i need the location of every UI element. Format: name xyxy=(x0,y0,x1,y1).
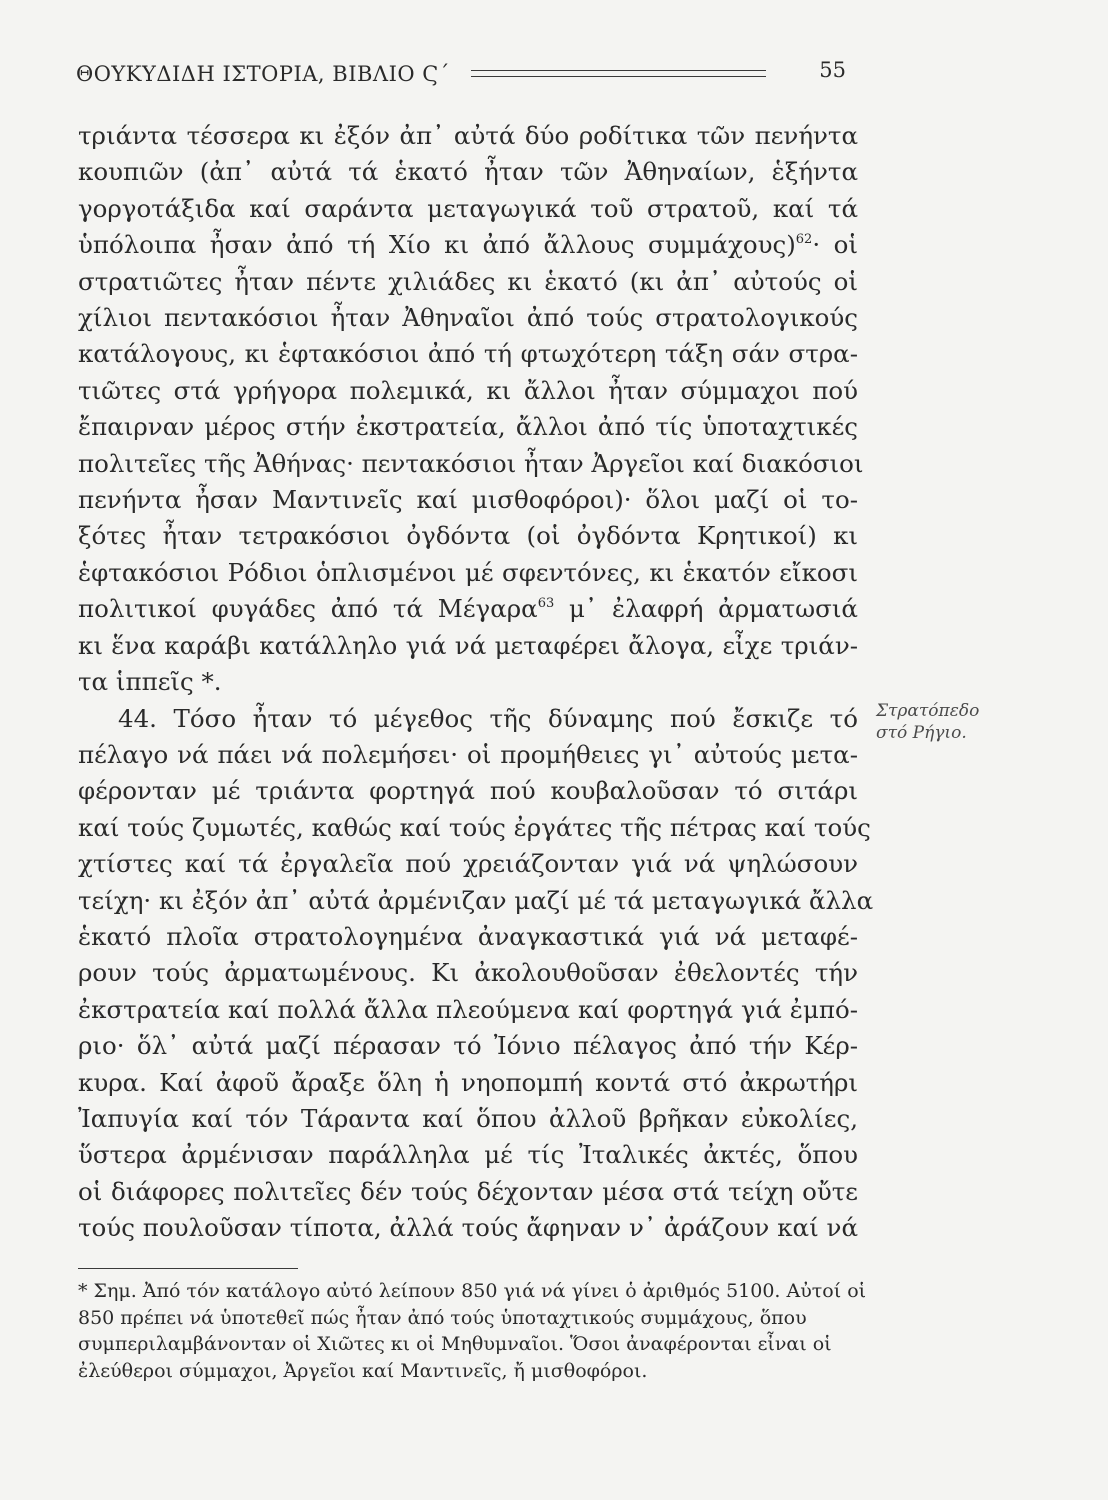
text-line: ξότες ἦταν τετρακόσιοι ὀγδόντα (οἱ ὀγδόντα Κρητικοί) κι xyxy=(78,521,858,551)
text-line: ἔπαιρναν μέρος στήν ἐκστρατεία, ἄλλοι ἀπό τίς ὑποταχτικές xyxy=(78,412,858,442)
page-header xyxy=(76,58,846,92)
text-segment: ὑπόλοιπα ἦσαν ἀπό τή Χίο κι ἀπό ἄλλους συμμάχους) xyxy=(78,230,796,260)
text-line: στρατιῶτες ἦταν πέντε χιλιάδες κι ἑκατό (κι ἀπ᾽ αὐτούς οἱ xyxy=(78,266,858,296)
text-line: γοργοτάξιδα καί σαράντα μεταγωγικά τοῦ στρατοῦ, καί τά xyxy=(78,193,858,223)
margin-note xyxy=(876,700,1036,744)
text-line: οἱ διάφορες πολιτεῖες δέν τούς δέχονταν μέσα στά τείχη οὔτε xyxy=(78,1176,858,1206)
text-line: ριο· ὅλ᾽ αὐτά μαζί πέρασαν τό Ἰόνιο πέλαγος ἀπό τήν Κέρ- xyxy=(78,1031,858,1061)
text-line: ἑφτακόσιοι Ρόδιοι ὁπλισμένοι μέ σφεντόνες, κι ἑκατόν εἴκοσι xyxy=(78,557,858,587)
text-line: κυρα. Καί ἀφοῦ ἄραξε ὅλη ἡ νηοπομπή κοντά στό ἀκρωτήρι xyxy=(78,1067,858,1097)
text-line: κουπιῶν (ἀπ᾽ αὐτά τά ἑκατό ἦταν τῶν Ἀθηναίων, ἑξήντα xyxy=(78,157,858,187)
text-line: τείχη· κι ἐξόν ἀπ᾽ αὐτά ἀρμένιζαν μαζί μέ τά μεταγωγικά ἄλλα xyxy=(78,885,874,915)
margin-note-line: Στρατόπεδο xyxy=(876,701,980,721)
main-text xyxy=(78,118,874,1247)
text-line: φέρονταν μέ τριάντα φορτηγά πού κουβαλοῦσαν τό σιτάρι xyxy=(78,776,858,806)
footnote: * Σημ. Ἀπό τόν κατάλογο αὐτό λείπουν 850 γιά νά γίνει ὁ ἀριθμός 5100. Αὐτοί οἱ 850 πρέπει νά ὑποτεθεῖ πώς ἦταν ἀπό τούς ὑποταχτικούς συμμάχους, ὅπου συμπεριλαμβάνονταν οἱ Χιῶτες κι οἱ Μηθυμναῖοι. Ὅσοι ἀναφέρονται εἶναι οἱ ἐλεύθεροι σύμμαχοι, Ἀργεῖοι καί Μαντινεῖς, ἤ μισθοφόροι. xyxy=(78,1280,867,1382)
running-title: ΘΟΥΚΥΔΙΔΗ ΙΣΤΟΡΙΑ, ΒΙΒΛΙΟ Ϛ΄ xyxy=(76,62,450,86)
text-line: πέλαγο νά πάει νά πολεμήσει· οἱ προμήθειες γι᾽ αὐτούς μετα- xyxy=(78,739,858,769)
text-line: χίλιοι πεντακόσιοι ἦταν Ἀθηναῖοι ἀπό τούς στρατολογικούς xyxy=(78,303,858,333)
footnote-ref-62: 62 xyxy=(795,232,813,248)
text-line: ρουν τούς ἀρματωμένους. Κι ἀκολουθοῦσαν ἐθελοντές τήν xyxy=(78,958,858,988)
text-line: χτίστες καί τά ἐργαλεῖα πού χρειάζονταν γιά νά ψηλώσουν xyxy=(78,849,858,879)
page-number: 55 xyxy=(819,58,846,82)
text-line: πολιτεῖες τῆς Ἀθήνας· πεντακόσιοι ἦταν Ἀργεῖοι καί διακόσιοι xyxy=(78,448,864,478)
text-segment: πολιτικοί φυγάδες ἀπό τά Μέγαρα xyxy=(78,594,538,624)
text-line: ἐκστρατεία καί πολλά ἄλλα πλεούμενα καί φορτηγά γιά ἐμπό- xyxy=(78,994,858,1024)
text-segment: · οἱ xyxy=(812,230,858,260)
text-line: ἑκατό πλοῖα στρατολογημένα ἀναγκαστικά γιά νά μεταφέ- xyxy=(78,921,858,951)
text-line xyxy=(78,591,858,627)
text-segment: μ᾽ ἐλαφρή ἀρματωσιά xyxy=(554,594,858,624)
text-line: ὕστερα ἀρμένισαν παράλληλα μέ τίς Ἰταλικές ἀκτές, ὅπου xyxy=(78,1140,858,1170)
text-line: πενήντα ἦσαν Μαντινεῖς καί μισθοφόροι)· ὅλοι μαζί οἱ το- xyxy=(78,485,858,515)
text-line: κι ἕνα καράβι κατάλληλο γιά νά μεταφέρει ἄλογα, εἶχε τριάν- xyxy=(78,630,858,660)
text-line: καί τούς ζυμωτές, καθώς καί τούς ἐργάτες τῆς πέτρας καί τούς xyxy=(78,812,871,842)
paragraph-44-start: 44. Τόσο ἦταν τό μέγεθος τῆς δύναμης πού ἔσκιζε τό xyxy=(118,703,858,733)
footnote-ref-63: 63 xyxy=(537,596,555,612)
header-double-rule xyxy=(471,70,766,77)
text-line: κατάλογους, κι ἑφτακόσιοι ἀπό τή φτωχότερη τάξη σάν στρα- xyxy=(78,339,858,369)
text-line xyxy=(78,227,858,263)
text-line: τα ἱππεῖς *. xyxy=(78,667,222,697)
margin-note-line: στό Ρήγιο. xyxy=(876,723,967,743)
text-line: τριάντα τέσσερα κι ἐξόν ἀπ᾽ αὐτά δύο ροδίτικα τῶν πενήντα xyxy=(78,121,858,150)
text-line: τιῶτες στά γρήγορα πολεμικά, κι ἄλλοι ἦταν σύμμαχοι πού xyxy=(78,375,858,405)
text-line: τούς πουλοῦσαν τίποτα, ἀλλά τούς ἄφηναν ν᾽ ἀράζουν καί νά xyxy=(78,1213,858,1243)
text-line: Ἰαπυγία καί τόν Τάραντα καί ὅπου ἀλλοῦ βρῆκαν εὐκολίες, xyxy=(78,1103,858,1133)
footnote-rule xyxy=(78,1268,298,1269)
